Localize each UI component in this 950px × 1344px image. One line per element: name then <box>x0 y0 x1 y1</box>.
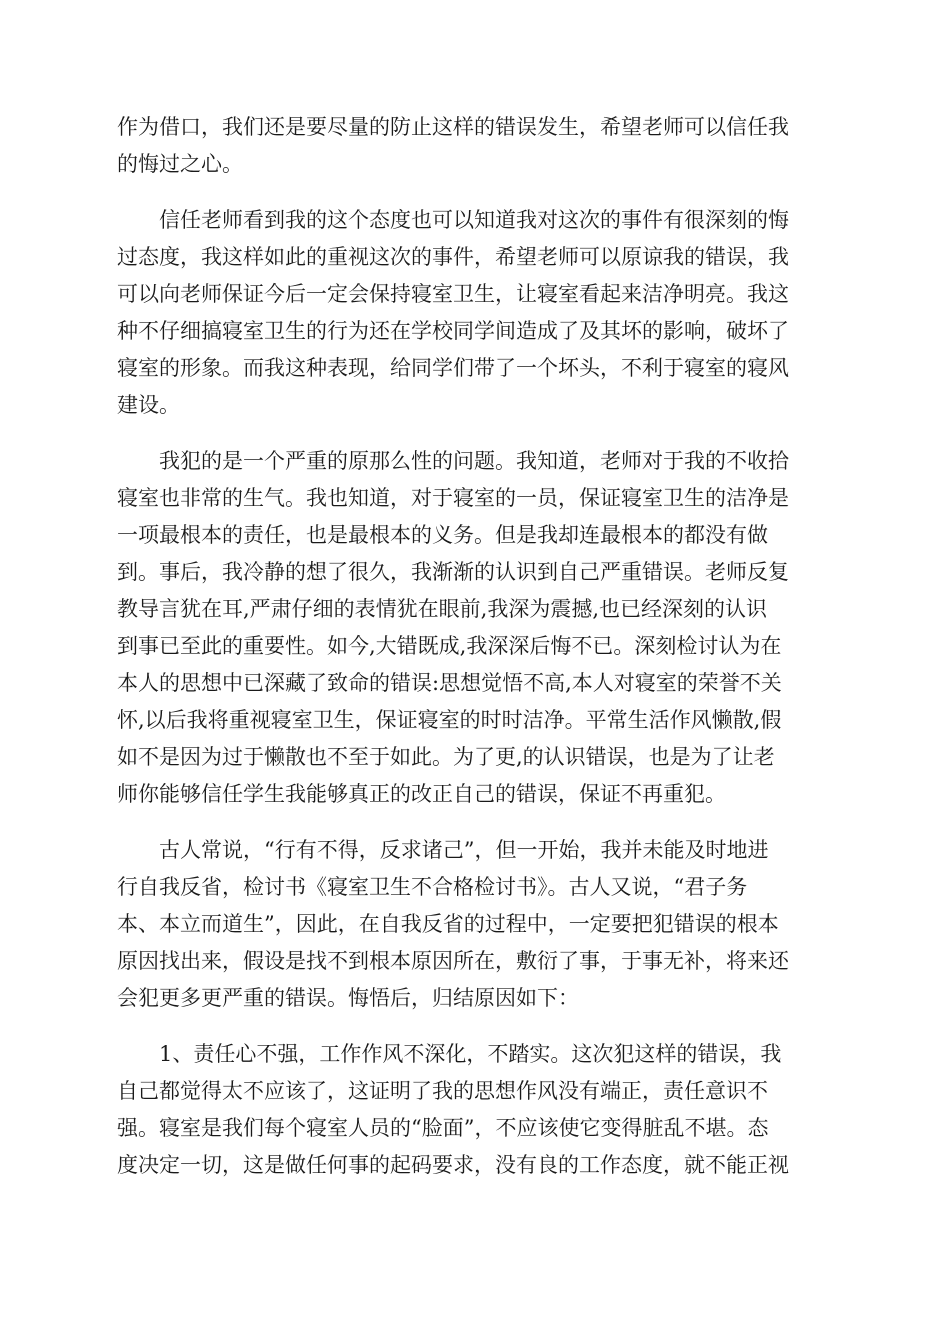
text-line: 信任老师看到我的这个态度也可以知道我对这次的事件有很深刻的悔 <box>117 208 789 232</box>
text-line: 作为借口，我们还是要尽量的防止这样的错误发生，希望老师可以信任我 <box>117 115 789 139</box>
text-line: 1、责任心不强，工作作风不深化，不踏实。这次犯这样的错误，我 <box>117 1042 782 1066</box>
text-line: 强。寝室是我们每个寝室人员的“脸面”，不应该使它变得脏乱不堪。态 <box>117 1116 769 1140</box>
paragraph-4 <box>117 832 837 1017</box>
paragraph-5 <box>117 1036 837 1184</box>
text-line: 行自我反省，检讨书《寝室卫生不合格检讨书》。古人又说，“君子务 <box>117 875 748 899</box>
paragraph-1 <box>117 109 837 183</box>
text-line: 寝室也非常的生气。我也知道，对于寝室的一员，保证寝室卫生的洁净是 <box>117 486 789 510</box>
text-line: 过态度，我这样如此的重视这次的事件，希望老师可以原谅我的错误，我 <box>117 245 789 269</box>
text-line: 寝室的形象。而我这种表现，给同学们带了一个坏头，不利于寝室的寝风 <box>117 356 789 380</box>
text-line: 教导言犹在耳,严肃仔细的表情犹在眼前,我深为震撼,也已经深刻的认识 <box>117 597 768 621</box>
text-line: 自己都觉得太不应该了，这证明了我的思想作风没有端正，责任意识不 <box>117 1079 768 1103</box>
text-line: 古人常说，“行有不得，反求诸己”，但一开始，我并未能及时地进 <box>117 838 769 862</box>
text-line: 本人的思想中已深藏了致命的错误:思想觉悟不高,本人对寝室的荣誉不关 <box>117 671 782 695</box>
document-body <box>117 109 837 1203</box>
text-line: 本、本立而道生”，因此，在自我反省的过程中，一定要把犯错误的根本 <box>117 912 779 936</box>
text-line: 度决定一切，这是做任何事的起码要求，没有良的工作态度，就不能正视 <box>117 1153 789 1177</box>
text-line: 建设。 <box>117 393 180 417</box>
text-line: 的悔过之心。 <box>117 152 243 176</box>
text-line: 师你能够信任学生我能够真正的改正自己的错误，保证不再重犯。 <box>117 782 726 806</box>
paragraph-2 <box>117 202 837 424</box>
text-line: 种不仔细搞寝室卫生的行为还在学校同学间造成了及其坏的影响，破坏了 <box>117 319 789 343</box>
text-line: 一项最根本的责任，也是最根本的义务。但是我却连最根本的都没有做 <box>117 523 768 547</box>
text-line: 怀,以后我将重视寝室卫生，保证寝室的时时洁净。平常生活作风懒散,假 <box>117 708 782 732</box>
text-line: 可以向老师保证今后一定会保持寝室卫生，让寝室看起来洁净明亮。我这 <box>117 282 789 306</box>
text-line: 到。事后，我冷静的想了很久，我渐渐的认识到自己严重错误。老师反复 <box>117 560 789 584</box>
paragraph-3 <box>117 443 837 813</box>
text-line: 会犯更多更严重的错误。悔悟后，归结原因如下： <box>117 986 579 1010</box>
text-line: 我犯的是一个严重的原那么性的问题。我知道，老师对于我的不收拾 <box>117 449 789 473</box>
text-line: 原因找出来，假设是找不到根本原因所在，敷衍了事，于事无补，将来还 <box>117 949 789 973</box>
text-line: 到事已至此的重要性。如今,大错既成,我深深后悔不已。深刻检讨认为在 <box>117 634 782 658</box>
text-line: 如不是因为过于懒散也不至于如此。为了更,的认识错误，也是为了让老 <box>117 745 775 769</box>
